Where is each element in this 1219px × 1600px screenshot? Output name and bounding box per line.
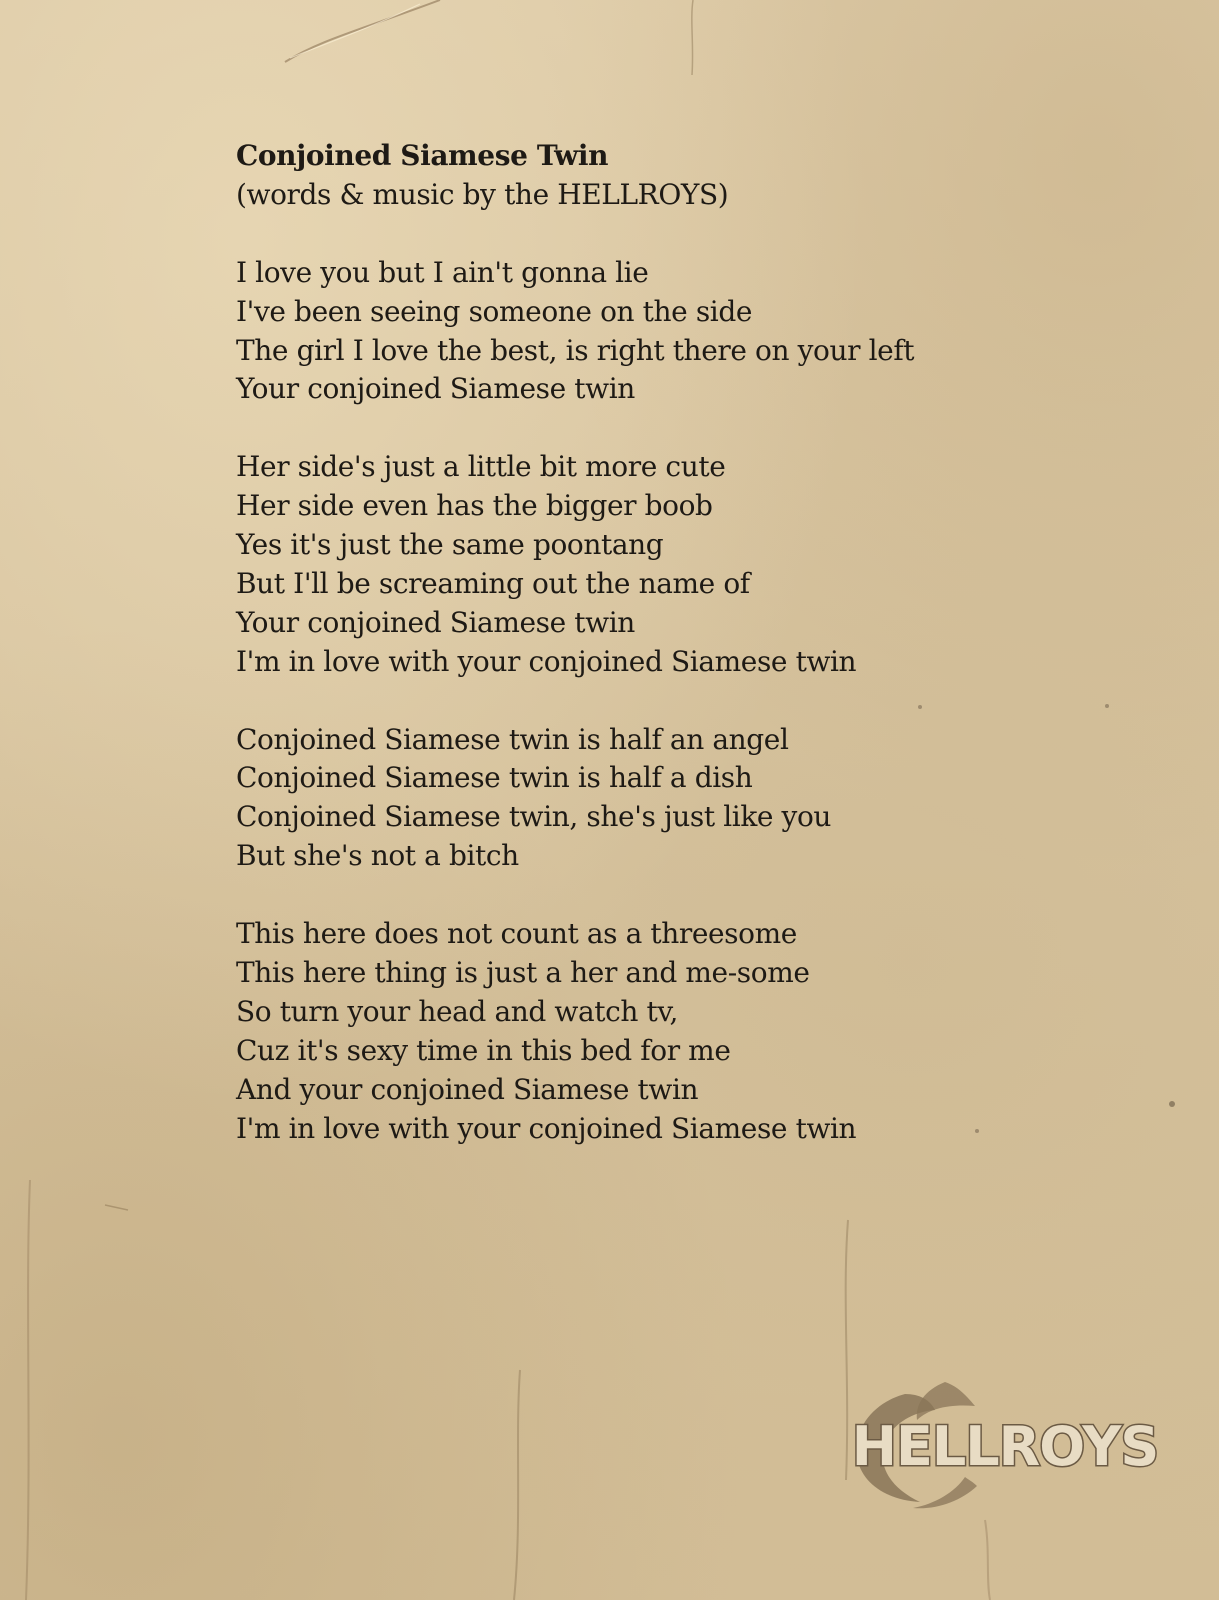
lyric-line: I've been seeing someone on the side — [236, 294, 753, 328]
stanza-4 — [236, 915, 1136, 1148]
lyric-line: The girl I love the best, is right there on your left — [236, 333, 915, 367]
lyric-line: But I'll be screaming out the name of — [236, 566, 750, 600]
lyric-line: Her side even has the bigger boob — [236, 489, 713, 523]
stanza-2 — [236, 448, 1136, 681]
lyric-line: This here thing is just a her and me-some — [236, 955, 810, 989]
hellroys-logo — [835, 1382, 1175, 1512]
lyric-line: But she's not a bitch — [236, 839, 519, 873]
lyric-line: Conjoined Siamese twin is half an angel — [236, 722, 789, 756]
logo-wordmark: HELLROYS — [851, 1415, 1159, 1478]
lyric-line: And your conjoined Siamese twin — [236, 1072, 699, 1106]
lyric-line: So turn your head and watch tv, — [236, 994, 678, 1028]
lyric-line: Your conjoined Siamese twin — [236, 605, 635, 639]
lyric-line: Conjoined Siamese twin, she's just like you — [236, 800, 832, 834]
stanza-3 — [236, 721, 1136, 877]
lyric-line: This here does not count as a threesome — [236, 917, 797, 951]
lyrics-sheet — [236, 137, 1136, 1149]
lyric-line: Your conjoined Siamese twin — [236, 372, 635, 406]
song-title: Conjoined Siamese Twin — [236, 139, 609, 172]
lyric-line: I love you but I ain't gonna lie — [236, 255, 649, 289]
lyric-line: Cuz it's sexy time in this bed for me — [236, 1033, 731, 1067]
song-credit: (words & music by the HELLROYS) — [236, 177, 729, 211]
lyric-line: I'm in love with your conjoined Siamese twin — [236, 644, 857, 678]
stanza-1 — [236, 254, 1136, 410]
lyric-line: Her side's just a little bit more cute — [236, 450, 726, 484]
lyric-line: Conjoined Siamese twin is half a dish — [236, 761, 753, 795]
lyric-line: Yes it's just the same poontang — [236, 528, 664, 562]
lyric-line: I'm in love with your conjoined Siamese twin — [236, 1111, 857, 1145]
